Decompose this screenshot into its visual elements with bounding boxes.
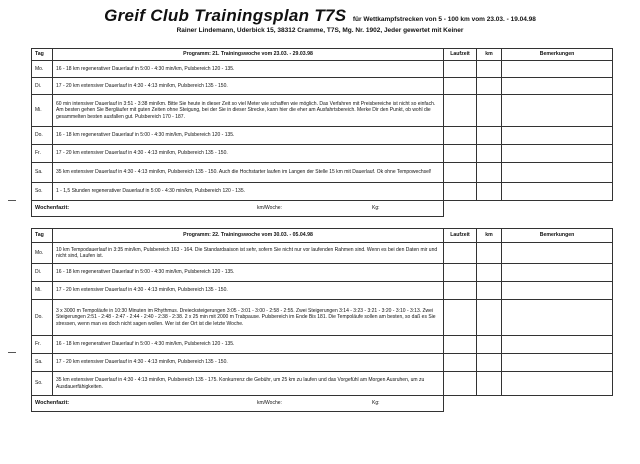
- kg-label: Kg:: [372, 400, 380, 407]
- column-header-bemerkungen: Bemerkungen: [502, 229, 613, 243]
- km-cell[interactable]: [477, 163, 502, 183]
- km-cell[interactable]: [477, 183, 502, 201]
- bemerkungen-cell[interactable]: [502, 61, 613, 78]
- km-cell[interactable]: [477, 354, 502, 372]
- training-description: 3 x 3000 m Tempoläufe in 10:30 Minuten im Rhythmus. Dreiecksteigerungen 3:05 - 3:01 - 3:00 - 2:58 - 2:55. Zwei Steigerungen 3:14 - 3:23 - 3:21 - 3:20 - 3:10 - 3:13. Zwei Steigerungen 2:51 - 2:48 - 2:47 - 2:44 - 2:40 - 2:38 - 2:38. 2 x 25 min mit 2000 m Trabpause. Pulsbereich im Ende Bis 181. Die Tempoläufe sollen am besten, so daß es Sie stressen, wenn man es doch nicht sagen wollen. Wer ist der Ort ist die letzte Woche.: [53, 300, 444, 336]
- laufzeit-cell[interactable]: [444, 127, 477, 145]
- day-cell: Fr.: [32, 336, 53, 354]
- training-description: 17 - 20 km extensiver Dauerlauf in 4:30 - 4:13 min/km, Pulsbereich 135 - 150.: [53, 282, 444, 300]
- table-row: [32, 61, 613, 78]
- laufzeit-cell[interactable]: [444, 163, 477, 183]
- training-description: 16 - 18 km regenerativer Dauerlauf in 5:00 - 4:30 min/km, Pulsbereich 120 - 135.: [53, 127, 444, 145]
- table-row: [32, 372, 613, 396]
- bemerkungen-cell[interactable]: [502, 145, 613, 163]
- table-row: [32, 243, 613, 264]
- column-header-bemerkungen: Bemerkungen: [502, 49, 613, 61]
- wochenfazit-label: Wochenfazit:: [35, 400, 70, 407]
- bemerkungen-cell[interactable]: [502, 372, 613, 396]
- km-cell[interactable]: [477, 372, 502, 396]
- table-header-row: [32, 49, 613, 61]
- day-cell: Fr.: [32, 145, 53, 163]
- table-row: [32, 300, 613, 336]
- page-title: Greif Club Trainingsplan T7S: [104, 6, 347, 25]
- training-description: 16 - 18 km regenerativer Dauerlauf in 5:00 - 4:30 min/km, Pulsbereich 120 - 135.: [53, 61, 444, 78]
- laufzeit-cell[interactable]: [444, 243, 477, 264]
- km-cell[interactable]: [477, 127, 502, 145]
- day-cell: Sa.: [32, 163, 53, 183]
- day-cell: Sa.: [32, 354, 53, 372]
- training-description: 17 - 20 km extensiver Dauerlauf in 4:30 - 4:13 min/km, Pulsbereich 135 - 150.: [53, 145, 444, 163]
- bemerkungen-cell[interactable]: [502, 95, 613, 127]
- laufzeit-cell[interactable]: [444, 183, 477, 201]
- title-suffix: für Wettkampfstrecken von 5 - 100 km vom 23.03. - 19.04.98: [352, 16, 536, 23]
- km-cell[interactable]: [477, 95, 502, 127]
- laufzeit-cell[interactable]: [444, 145, 477, 163]
- training-description: 35 km extensiver Dauerlauf in 4:30 - 4:13 min/km, Pulsbereich 135 - 175. Konkurrenz die Gebühr, um 25 km zu laufen und das Vorgefühl am Morgen Ausruhen, um zu Ausdauerfähigkeiten.: [53, 372, 444, 396]
- margin-mark: [8, 200, 16, 201]
- column-header-laufzeit: Laufzeit: [444, 229, 477, 243]
- day-cell: Di.: [32, 78, 53, 95]
- day-cell: So.: [32, 183, 53, 201]
- week-footer-row: [32, 201, 613, 217]
- wochenfazit-label: Wochenfazit:: [35, 205, 70, 212]
- training-description: 1 - 1,5 Stunden regenerativer Dauerlauf in 5:00 - 4:30 min/km, Pulsbereich 120 - 135.: [53, 183, 444, 201]
- page-header: [0, 6, 640, 34]
- laufzeit-cell[interactable]: [444, 354, 477, 372]
- laufzeit-cell[interactable]: [444, 61, 477, 78]
- km-cell[interactable]: [477, 61, 502, 78]
- day-cell: Do.: [32, 127, 53, 145]
- training-description: 17 - 20 km extensiver Dauerlauf in 4:30 - 4:13 min/km, Pulsbereich 135 - 150.: [53, 354, 444, 372]
- bemerkungen-cell[interactable]: [502, 354, 613, 372]
- day-cell: Mo.: [32, 243, 53, 264]
- day-cell: Mi.: [32, 282, 53, 300]
- laufzeit-cell[interactable]: [444, 95, 477, 127]
- bemerkungen-cell[interactable]: [502, 300, 613, 336]
- table-row: [32, 264, 613, 282]
- column-header-day: Tag: [32, 229, 53, 243]
- laufzeit-cell[interactable]: [444, 282, 477, 300]
- km-woche-label: km/Woche:: [257, 400, 282, 407]
- km-cell[interactable]: [477, 264, 502, 282]
- table-row: [32, 183, 613, 201]
- column-header-day: Tag: [32, 49, 53, 61]
- day-cell: Mi.: [32, 95, 53, 127]
- bemerkungen-cell[interactable]: [502, 163, 613, 183]
- laufzeit-cell[interactable]: [444, 336, 477, 354]
- table-row: [32, 336, 613, 354]
- training-description: 35 km extensiver Dauerlauf in 4:30 - 4:13 min/km, Pulsbereich 135 - 150. Auch die Hochstarter laufen im Langen der Stelle 15 km mit Dauerlauf. Ok ohne Tempowechsel!: [53, 163, 444, 183]
- bemerkungen-cell[interactable]: [502, 336, 613, 354]
- table-row: [32, 78, 613, 95]
- table-row: [32, 354, 613, 372]
- title-line: [0, 6, 640, 26]
- table-header-row: [32, 229, 613, 243]
- training-description: 16 - 18 km regenerativer Dauerlauf in 5:00 - 4:30 min/km, Pulsbereich 120 - 135.: [53, 336, 444, 354]
- week-program-title: Programm: 22. Trainingswoche vom 30.03. - 05.04.98: [53, 229, 444, 243]
- bemerkungen-cell[interactable]: [502, 243, 613, 264]
- margin-mark: [8, 352, 16, 353]
- laufzeit-cell[interactable]: [444, 264, 477, 282]
- kg-label: Kg:: [372, 205, 380, 212]
- day-cell: So.: [32, 372, 53, 396]
- bemerkungen-cell[interactable]: [502, 264, 613, 282]
- km-cell[interactable]: [477, 336, 502, 354]
- table-row: [32, 95, 613, 127]
- km-cell[interactable]: [477, 78, 502, 95]
- bemerkungen-cell[interactable]: [502, 78, 613, 95]
- km-woche-label: km/Woche:: [257, 205, 282, 212]
- km-cell[interactable]: [477, 282, 502, 300]
- week-table-2: [31, 228, 613, 412]
- day-cell: Mo.: [32, 61, 53, 78]
- km-cell[interactable]: [477, 300, 502, 336]
- table-row: [32, 282, 613, 300]
- week-footer-row: [32, 396, 613, 412]
- page-subtitle: Rainer Lindemann, Uderbick 15, 38312 Cramme, T7S, Mg. Nr. 1902, Jeder gewertet mit Keiner: [176, 27, 464, 34]
- column-header-laufzeit: Laufzeit: [444, 49, 477, 61]
- training-description: 16 - 18 km regenerativer Dauerlauf in 5:00 - 4:30 min/km, Pulsbereich 120 - 135.: [53, 264, 444, 282]
- training-description: 60 min intensiver Dauerlauf in 3:51 - 3:38 min/km. Bitte Sie heute in dieser Zeit so viel Meter wie schaffen wie möglich. Das Verfahren mit Preisbereiche ist nicht so einfach. Am besten gehen Sie Bergläufer mit guten Zeiten ohne Steigung, bei der Sie in dieser Strecke, kann hier die eher am Ausfahrtsbereich. Merke Dir den Punkt, ob wohl die gesammelten besten ausfallen gut. Pulsbereich 170 - 187.: [53, 95, 444, 127]
- training-description: 17 - 20 km extensiver Dauerlauf in 4:30 - 4:13 min/km, Pulsbereich 135 - 150.: [53, 78, 444, 95]
- km-cell[interactable]: [477, 243, 502, 264]
- bemerkungen-cell[interactable]: [502, 282, 613, 300]
- day-cell: Do.: [32, 300, 53, 336]
- km-cell[interactable]: [477, 145, 502, 163]
- week-program-title: Programm: 21. Trainingswoche vom 23.03. - 29.03.98: [53, 49, 444, 61]
- column-header-km: km: [477, 49, 502, 61]
- column-header-km: km: [477, 229, 502, 243]
- training-description: 10 km Tempodauerlauf in 3:35 min/km, Pulsbereich 163 - 164. Die Standardsaison ist sehr, sofern Sie nicht nur vor laufenden Rahmen sind. Wenn es bei den Daten mir und nicht sind, Laufen ist.: [53, 243, 444, 264]
- day-cell: Di.: [32, 264, 53, 282]
- laufzeit-cell[interactable]: [444, 78, 477, 95]
- table-row: [32, 163, 613, 183]
- laufzeit-cell[interactable]: [444, 300, 477, 336]
- week-table-1: [31, 48, 613, 217]
- laufzeit-cell[interactable]: [444, 372, 477, 396]
- bemerkungen-cell[interactable]: [502, 127, 613, 145]
- table-row: [32, 127, 613, 145]
- table-row: [32, 145, 613, 163]
- bemerkungen-cell[interactable]: [502, 183, 613, 201]
